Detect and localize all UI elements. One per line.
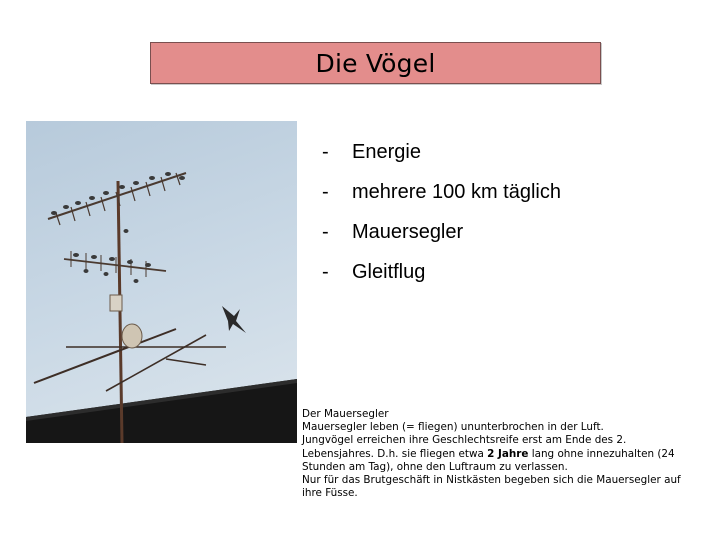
- bullet-text: mehrere 100 km täglich: [352, 181, 561, 203]
- bullet-dash: -: [322, 261, 329, 283]
- bullet-item: [322, 258, 561, 298]
- notes-heading: Der Mauersegler: [302, 408, 389, 420]
- notes-text: lang ohne innezuhalten (24 Stunden am Tag), ohne den Luftraum zu verlassen.: [302, 447, 675, 473]
- notes-line: Nur für das Brutgeschäft in Nistkästen begeben sich die Mauersegler auf ihre Füsse.: [302, 474, 681, 500]
- bullet-dash: -: [322, 221, 329, 243]
- notes-bold-text: 2 Jahre: [487, 447, 529, 460]
- speaker-notes: [302, 408, 682, 500]
- title-box: [150, 42, 601, 84]
- bullet-text: Mauersegler: [352, 221, 464, 243]
- bullet-text: Gleitflug: [352, 261, 426, 283]
- bullet-item: [322, 138, 561, 178]
- notes-line: [302, 434, 682, 474]
- bullet-text: Energie: [352, 141, 421, 163]
- slide-title: Die Vögel: [315, 48, 436, 78]
- antenna-birds-photo: [26, 121, 297, 443]
- bullet-item: [322, 178, 561, 218]
- bullet-dash: -: [322, 141, 329, 163]
- bullet-item: [322, 218, 561, 258]
- notes-line: Mauersegler leben (= fliegen) ununterbrochen in der Luft.: [302, 421, 604, 434]
- bullet-list: [322, 138, 561, 298]
- bullet-dash: -: [322, 181, 329, 203]
- notes-text: Jungvögel erreichen ihre Geschlechtsreife erst am Ende des 2. Lebensjahres. D.h. sie fliegen etwa: [302, 434, 627, 460]
